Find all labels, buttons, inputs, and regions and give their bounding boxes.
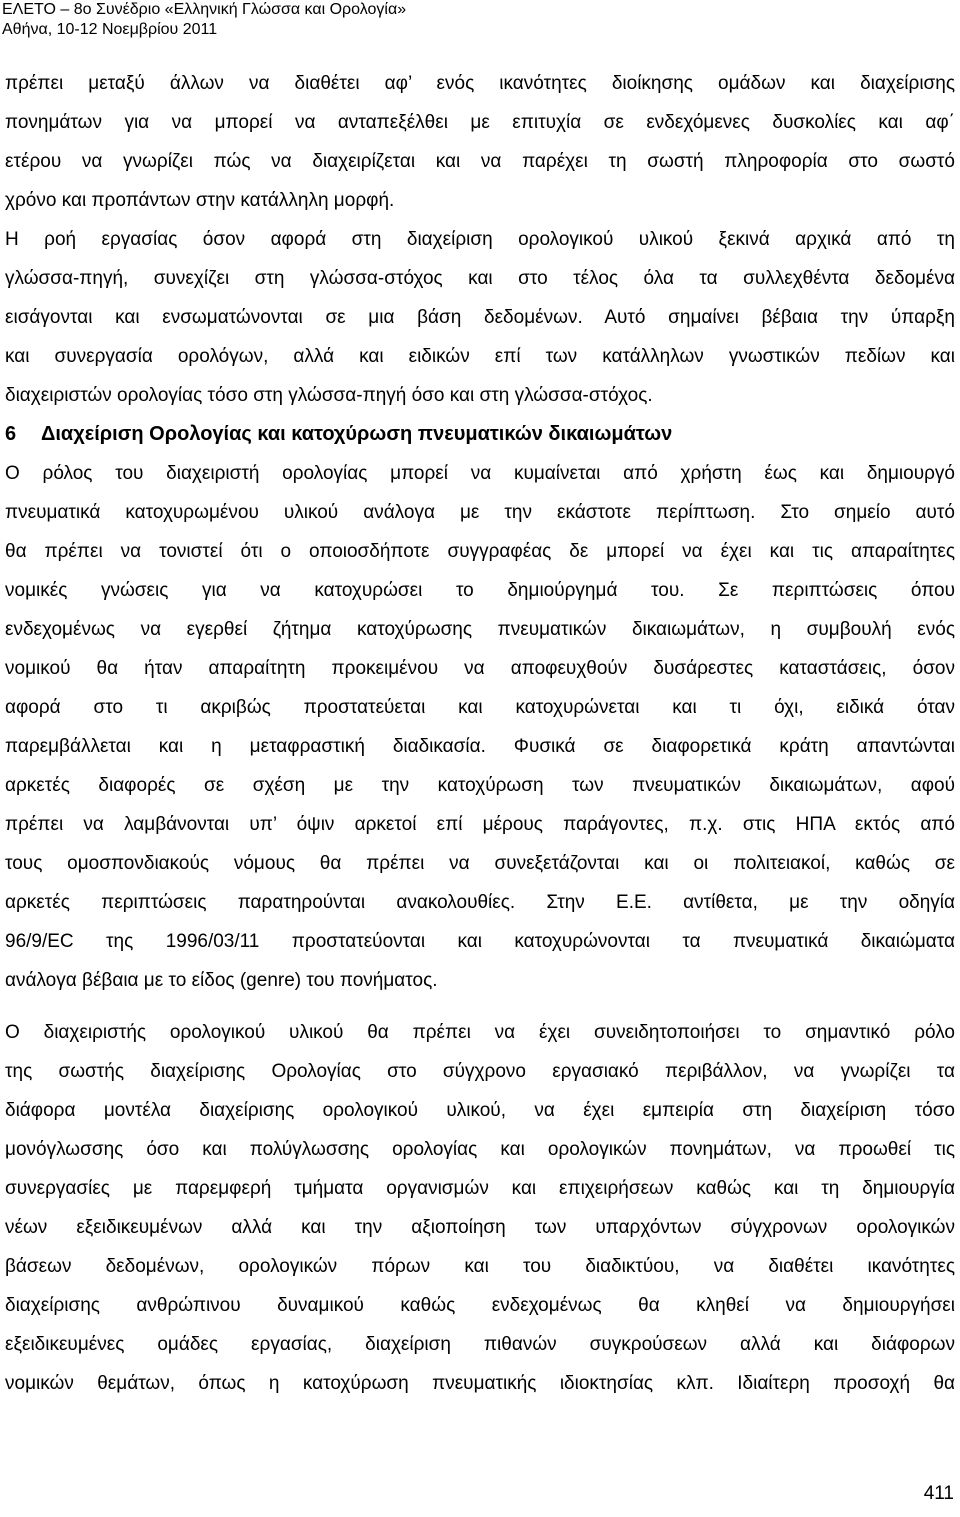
text-line: ανάλογα βέβαια με το είδος (genre) του πονήματος. <box>5 970 438 991</box>
paragraph-4 <box>5 1013 955 1403</box>
section-number: 6 <box>5 423 17 445</box>
text-line: αρκετές διαφορές σε σχέση με την κατοχύρωση των πνευματικών δικαιωμάτων, αφού <box>5 775 955 796</box>
text-line: Η ροή εργασίας όσον αφορά στη διαχείριση ορολογικού υλικού ξεκινά αρχικά από τη <box>5 229 955 250</box>
text-line: συνεργασίες με παρεμφερή τμήματα οργανισμών και επιχειρήσεων καθώς και τη δημιουργία <box>5 1178 955 1199</box>
text-line: παρεμβάλλεται και η μεταφραστική διαδικασία. Φυσικά σε διαφορετικά κράτη απαντώνται <box>5 736 955 757</box>
page-number: 411 <box>923 1483 954 1504</box>
text-line: χρόνο και προπάντων στην κατάλληλη μορφή. <box>5 190 395 211</box>
text-line: της σωστής διαχείρισης Ορολογίας στο σύγχρονο εργασιακό περιβάλλον, να γνωρίζει τα <box>5 1061 955 1082</box>
text-line: πρέπει να λαμβάνονται υπ’ όψιν αρκετοί επί μέρους παράγοντες, π.χ. στις ΗΠΑ εκτός από <box>5 814 955 835</box>
text-line: 96/9/EC της 1996/03/11 προστατεύονται και κατοχυρώνονται τα πνευματικά δικαιώματα <box>5 931 955 952</box>
text-line: νέων εξειδικευμένων αλλά και την αξιοποίηση των υπαρχόντων σύγχρονων ορολογικών <box>5 1217 955 1238</box>
text-line: αρκετές περιπτώσεις παρατηρούνται ανακολουθίες. Στην Ε.Ε. αντίθετα, με την οδηγία <box>5 892 955 913</box>
paragraph-3 <box>5 454 955 1000</box>
text-line: πρέπει μεταξύ άλλων να διαθέτει αφ’ ενός ικανότητες διοίκησης ομάδων και διαχείρισης <box>5 73 955 94</box>
text-line: θα πρέπει να τονιστεί ότι ο οποιοσδήποτε συγγραφέας δε μπορεί να έχει και τις απαραίτητες <box>5 541 955 562</box>
text-line: διαχειριστών ορολογίας τόσο στη γλώσσα-πηγή όσο και στη γλώσσα-στόχος. <box>5 385 653 406</box>
section-title: Διαχείριση Ορολογίας και κατοχύρωση πνευματικών δικαιωμάτων <box>41 423 673 445</box>
text-line: γλώσσα-πηγή, συνεχίζει στη γλώσσα-στόχος και στο τέλος όλα τα συλλεχθέντα δεδομένα <box>5 268 955 289</box>
text-line: νομικές γνώσεις για να κατοχυρώσει το δημιούργημά του. Σε περιπτώσεις όπου <box>5 580 955 601</box>
text-line: αφορά στο τι ακριβώς προστατεύεται και κατοχυρώνεται και τι όχι, ειδικά όταν <box>5 697 955 718</box>
text-line: νομικού θα ήταν απαραίτητη προκειμένου να αποφευχθούν δυσάρεστες καταστάσεις, όσον <box>5 658 955 679</box>
header-conference-title: ΕΛΕΤΟ – 8ο Συνέδριο «Ελληνική Γλώσσα και Ορολογία» <box>2 1 407 18</box>
text-line: διάφορα μοντέλα διαχείρισης ορολογικού υλικού, να έχει εμπειρία στη διαχείριση τόσο <box>5 1100 955 1121</box>
text-line: ετέρου να γνωρίζει πώς να διαχειρίζεται και να παρέχει τη σωστή πληροφορία στο σωστό <box>5 151 955 172</box>
text-line: Ο ρόλος του διαχειριστή ορολογίας μπορεί να κυμαίνεται από χρήστη έως και δημιουργό <box>5 463 955 484</box>
header-date-location: Αθήνα, 10-12 Νοεμβρίου 2011 <box>2 21 218 38</box>
paragraph-spacer <box>5 1000 955 1013</box>
paragraph-1 <box>5 64 955 220</box>
text-line: Ο διαχειριστής ορολογικού υλικού θα πρέπει να έχει συνειδητοποιήσει το σημαντικό ρόλο <box>5 1022 955 1043</box>
text-line: εξειδικευμένες ομάδες εργασίας, διαχείριση πιθανών συγκρούσεων αλλά και διάφορων <box>5 1334 955 1355</box>
text-line: βάσεων δεδομένων, ορολογικών πόρων και του διαδικτύου, να διαθέτει ικανότητες <box>5 1256 955 1277</box>
running-header <box>2 0 406 40</box>
text-line: και συνεργασία ορολόγων, αλλά και ειδικών επί των κατάλληλων γνωστικών πεδίων και <box>5 346 955 367</box>
text-line: διαχείρισης ανθρώπινου δυναμικού καθώς ενδεχομένως θα κληθεί να δημιουργήσει <box>5 1295 955 1316</box>
text-line: πονημάτων για να μπορεί να ανταπεξέλθει με επιτυχία σε ενδεχόμενες δυσκολίες και αφ΄ <box>5 112 955 133</box>
text-line: πνευματικά κατοχυρωμένου υλικού ανάλογα με την εκάστοτε περίπτωση. Στο σημείο αυτό <box>5 502 955 523</box>
section-heading <box>5 415 955 454</box>
text-line: εισάγονται και ενσωματώνονται σε μια βάση δεδομένων. Αυτό σημαίνει βέβαια την ύπαρξη <box>5 307 955 328</box>
text-line: ενδεχομένως να εγερθεί ζήτημα κατοχύρωσης πνευματικών δικαιωμάτων, η συμβουλή ενός <box>5 619 955 640</box>
text-line: νομικών θεμάτων, όπως η κατοχύρωση πνευματικής ιδιοκτησίας κλπ. Ιδιαίτερη προσοχή θα <box>5 1373 955 1394</box>
text-line: τους ομοσπονδιακούς νόμους θα πρέπει να συνεξετάζονται και οι πολιτειακοί, καθώς σε <box>5 853 955 874</box>
paragraph-2 <box>5 220 955 415</box>
text-line: μονόγλωσσης όσο και πολύγλωσσης ορολογίας και ορολογικών πονημάτων, να προωθεί τις <box>5 1139 955 1160</box>
document-body <box>5 64 955 1403</box>
